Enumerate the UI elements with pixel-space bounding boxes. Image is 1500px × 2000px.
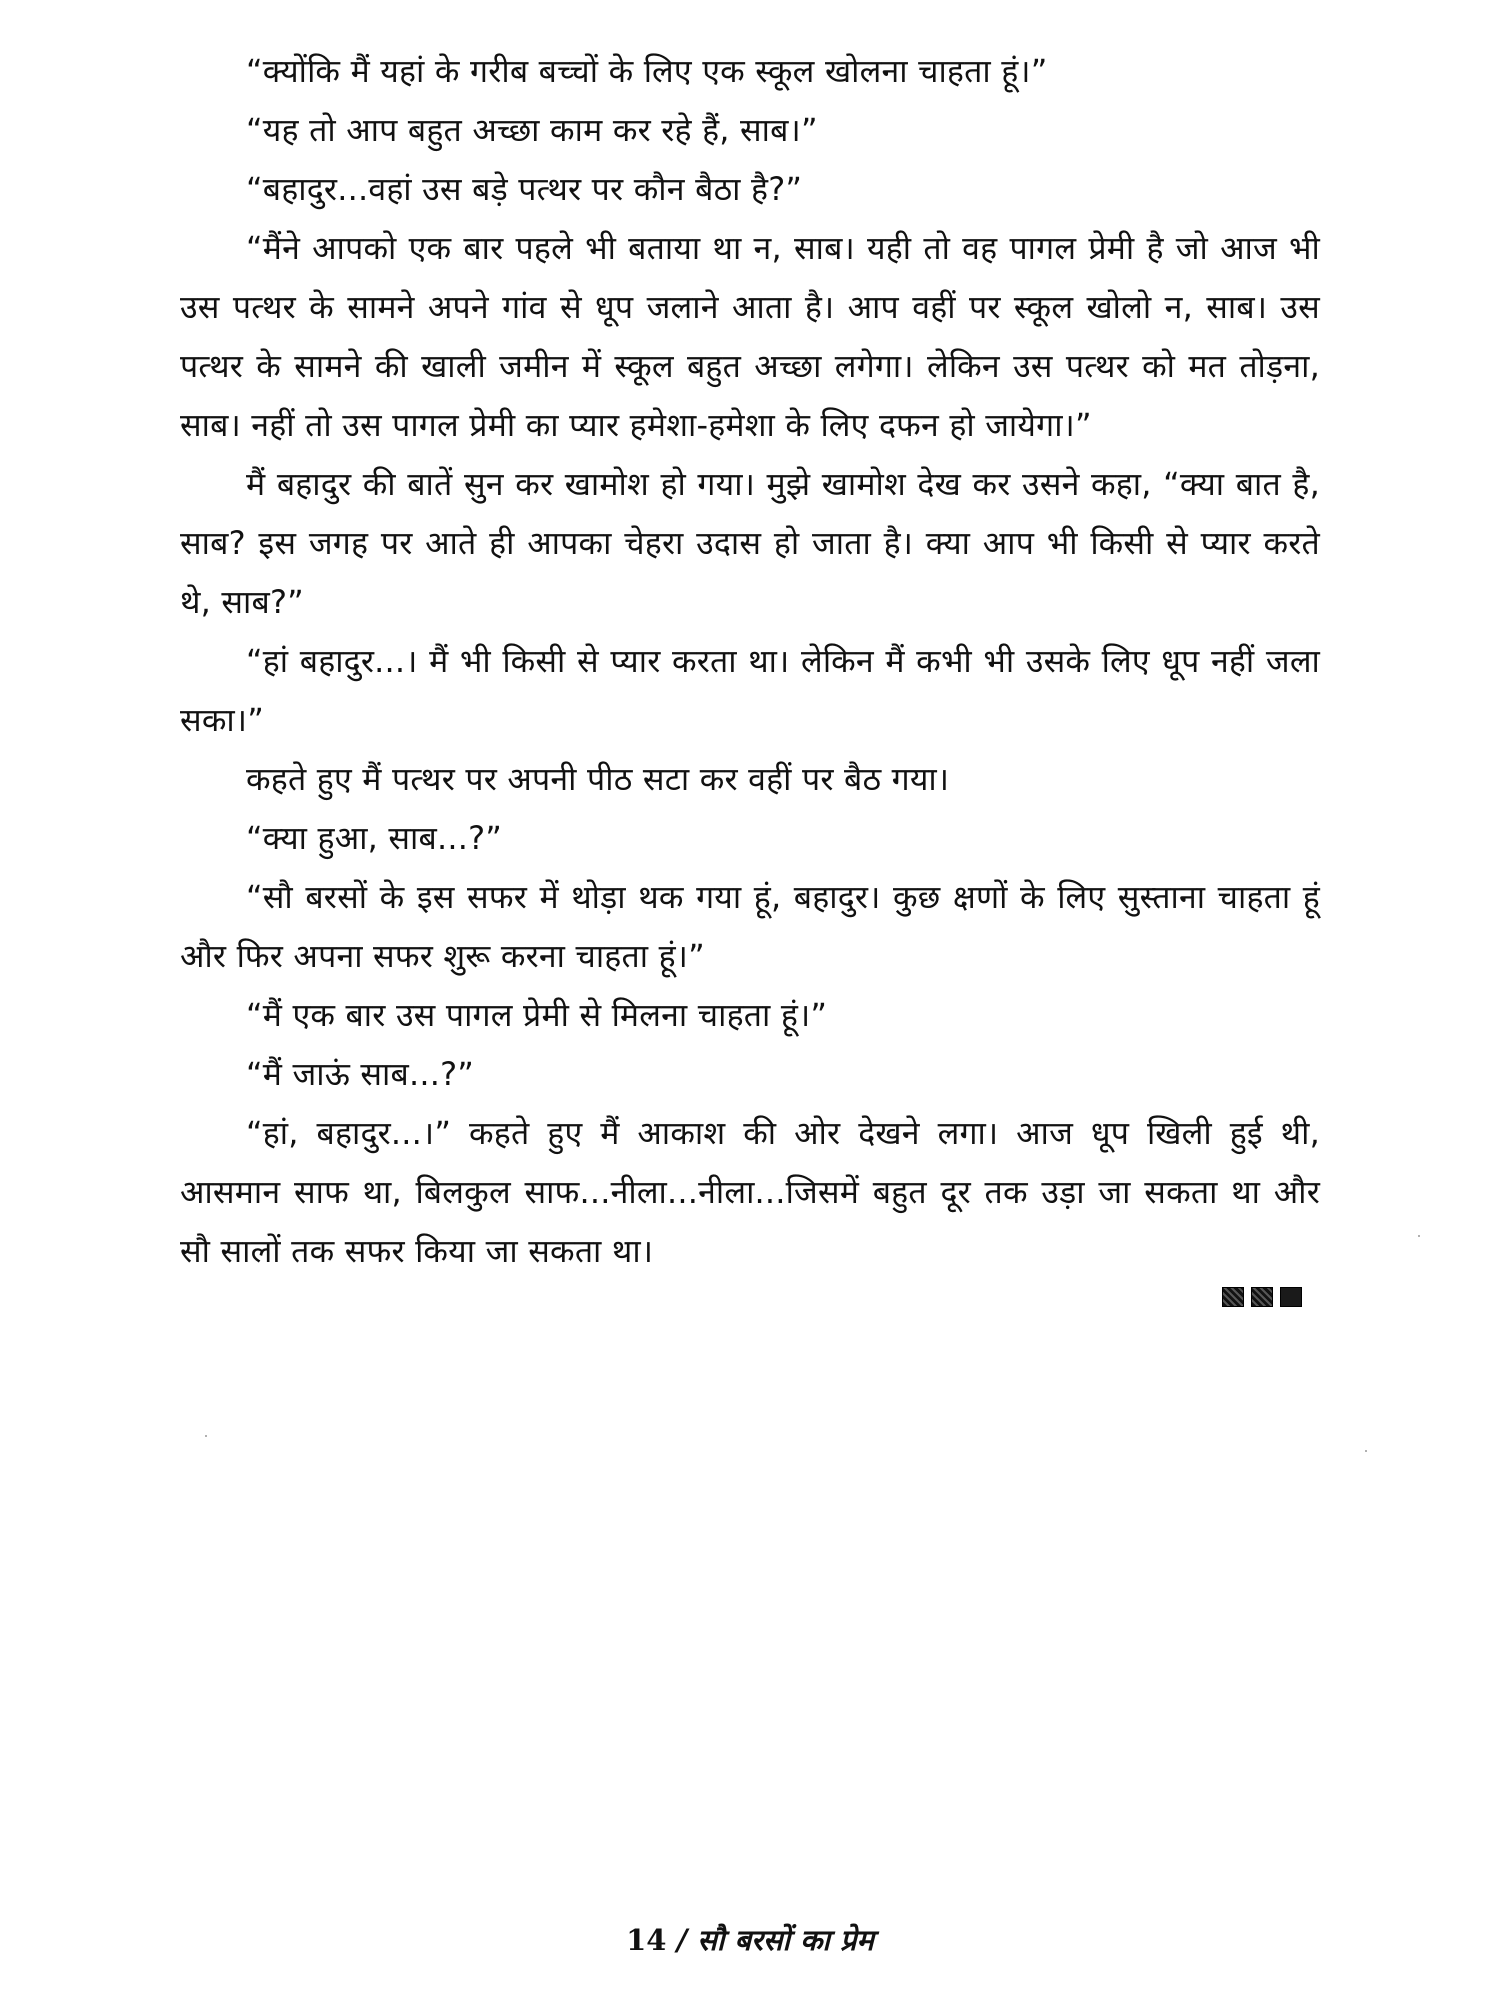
paragraph-11: “मैं जाऊं साब...?” (246, 1055, 475, 1093)
paragraph-3: “बहादुर...वहां उस बड़े पत्थर पर कौन बैठा है?” (246, 170, 803, 208)
paragraph-5: मैं बहादुर की बातें सुन कर खामोश हो गया। मुझे खामोश देख कर उसने कहा, “क्या बात है, साब? इस जगह पर आते ही आपका चेहरा उदास हो जाता है। क्या आप भी किसी से प्यार करते थे, साब?” (180, 465, 1320, 621)
paragraph-12: “हां, बहादुर...।” कहते हुए मैं आकाश की ओर देखने लगा। आज धूप खिली हुई थी, आसमान साफ था, बिलकुल साफ...नीला...नीला...जिसमें बहुत दूर तक उड़ा जा सकता था और सौ सालों तक सफर किया जा सकता था। (180, 1114, 1320, 1270)
page-footer (0, 1920, 1500, 1959)
end-mark-square-icon (1280, 1287, 1302, 1307)
paragraph-8: “क्या हुआ, साब...?” (246, 819, 503, 857)
paragraph-10: “मैं एक बार उस पागल प्रेमी से मिलना चाहता हूं।” (246, 996, 828, 1034)
section-end-ornament (1222, 1287, 1302, 1307)
paragraph-7: कहते हुए मैं पत्थर पर अपनी पीठ सटा कर वहीं पर बैठ गया। (246, 760, 950, 798)
footer-separator: / (666, 1923, 698, 1957)
paragraph-4: “मैंने आपको एक बार पहले भी बताया था न, साब। यही तो वह पागल प्रेमी है जो आज भी उस पत्थर के सामने अपने गांव से धूप जलाने आता है। आप वहीं पर स्कूल खोलो न, साब। उस पत्थर के सामने की खाली जमीन में स्कूल बहुत अच्छा लगेगा। लेकिन उस पत्थर को मत तोड़ना, साब। नहीं तो उस पागल प्रेमी का प्यार हमेशा-हमेशा के लिए दफन हो जायेगा।” (180, 229, 1320, 444)
book-title: सौ बरसों का प्रेम (697, 1923, 874, 1957)
story-text (180, 42, 1320, 1281)
paragraph-1: “क्योंकि मैं यहां के गरीब बच्चों के लिए एक स्कूल खोलना चाहता हूं।” (246, 52, 1048, 90)
scan-speck (1365, 1450, 1367, 1452)
page-number: 14 (626, 1923, 667, 1957)
scan-speck (1418, 1235, 1420, 1237)
scan-speck (205, 1435, 207, 1437)
paragraph-6: “हां बहादुर...। मैं भी किसी से प्यार करता था। लेकिन मैं कभी भी उसके लिए धूप नहीं जला सका।” (180, 642, 1320, 739)
paragraph-2: “यह तो आप बहुत अच्छा काम कर रहे हैं, साब।” (246, 111, 818, 149)
paragraph-9: “सौ बरसों के इस सफर में थोड़ा थक गया हूं, बहादुर। कुछ क्षणों के लिए सुस्ताना चाहता हूं और फिर अपना सफर शुरू करना चाहता हूं।” (180, 878, 1320, 975)
end-mark-square-icon (1251, 1287, 1273, 1307)
end-mark-square-icon (1222, 1287, 1244, 1307)
